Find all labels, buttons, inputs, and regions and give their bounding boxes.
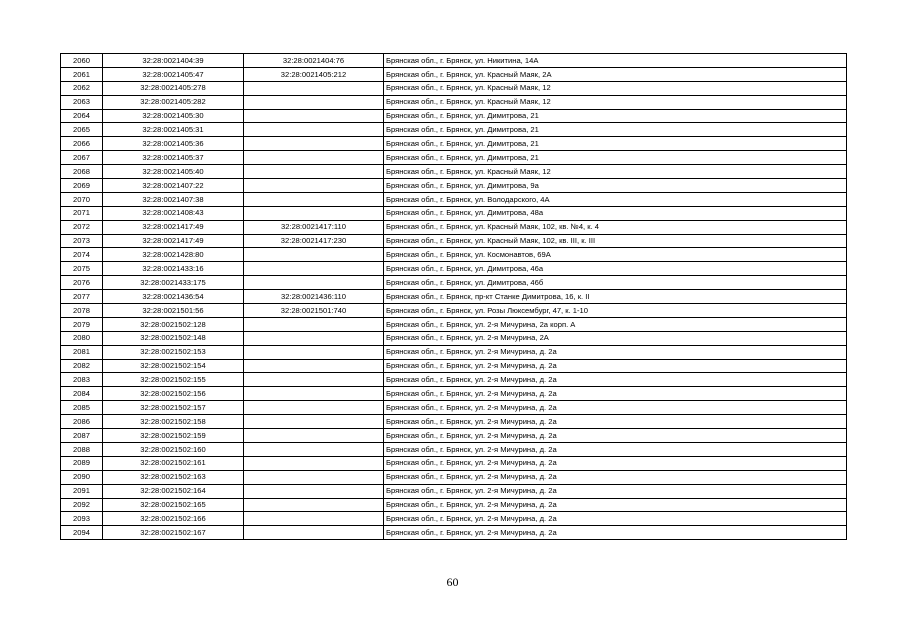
land-cadastral-number-cell: 32:28:0021502:148: [103, 331, 244, 345]
table-row: [61, 317, 847, 331]
building-cadastral-number-cell: 32:28:0021417:230: [244, 234, 384, 248]
row-number-cell: 2086: [61, 415, 103, 429]
land-cadastral-number-cell: 32:28:0021502:157: [103, 401, 244, 415]
table-row: [61, 373, 847, 387]
land-cadastral-number-cell: 32:28:0021407:22: [103, 179, 244, 193]
building-cadastral-number-cell: [244, 95, 384, 109]
address-cell: Брянская обл., г. Брянск, ул. Димитрова, 46б: [384, 276, 847, 290]
row-number-cell: 2067: [61, 151, 103, 165]
address-cell: Брянская обл., г. Брянск, ул. Космонавтов, 69А: [384, 248, 847, 262]
row-number-cell: 2085: [61, 401, 103, 415]
land-cadastral-number-cell: 32:28:0021433:16: [103, 262, 244, 276]
building-cadastral-number-cell: [244, 331, 384, 345]
table-row: [61, 401, 847, 415]
building-cadastral-number-cell: [244, 165, 384, 179]
table-row: [61, 429, 847, 443]
row-number-cell: 2071: [61, 206, 103, 220]
row-number-cell: 2065: [61, 123, 103, 137]
building-cadastral-number-cell: [244, 123, 384, 137]
row-number-cell: 2072: [61, 220, 103, 234]
building-cadastral-number-cell: [244, 470, 384, 484]
table-row: [61, 387, 847, 401]
building-cadastral-number-cell: [244, 179, 384, 193]
land-cadastral-number-cell: 32:28:0021502:164: [103, 484, 244, 498]
land-cadastral-number-cell: 32:28:0021417:49: [103, 220, 244, 234]
table-row: [61, 54, 847, 68]
row-number-cell: 2061: [61, 67, 103, 81]
table-row: [61, 262, 847, 276]
building-cadastral-number-cell: [244, 192, 384, 206]
address-cell: Брянская обл., г. Брянск, ул. Димитрова, 21: [384, 109, 847, 123]
address-cell: Брянская обл., г. Брянск, ул. Димитрова, 9а: [384, 179, 847, 193]
building-cadastral-number-cell: 32:28:0021417:110: [244, 220, 384, 234]
building-cadastral-number-cell: [244, 276, 384, 290]
land-cadastral-number-cell: 32:28:0021501:56: [103, 304, 244, 318]
row-number-cell: 2074: [61, 248, 103, 262]
building-cadastral-number-cell: [244, 109, 384, 123]
building-cadastral-number-cell: [244, 345, 384, 359]
land-cadastral-number-cell: 32:28:0021502:128: [103, 317, 244, 331]
building-cadastral-number-cell: 32:28:0021501:740: [244, 304, 384, 318]
land-cadastral-number-cell: 32:28:0021405:36: [103, 137, 244, 151]
land-cadastral-number-cell: 32:28:0021433:175: [103, 276, 244, 290]
row-number-cell: 2064: [61, 109, 103, 123]
building-cadastral-number-cell: [244, 512, 384, 526]
building-cadastral-number-cell: [244, 442, 384, 456]
building-cadastral-number-cell: [244, 429, 384, 443]
table-row: [61, 165, 847, 179]
land-cadastral-number-cell: 32:28:0021502:153: [103, 345, 244, 359]
table-row: [61, 290, 847, 304]
row-number-cell: 2078: [61, 304, 103, 318]
building-cadastral-number-cell: [244, 373, 384, 387]
table-row: [61, 123, 847, 137]
address-cell: Брянская обл., г. Брянск, ул. Розы Люксембург, 47, к. 1-10: [384, 304, 847, 318]
land-cadastral-number-cell: 32:28:0021502:167: [103, 526, 244, 540]
building-cadastral-number-cell: [244, 387, 384, 401]
building-cadastral-number-cell: [244, 206, 384, 220]
land-cadastral-number-cell: 32:28:0021405:40: [103, 165, 244, 179]
land-cadastral-number-cell: 32:28:0021408:43: [103, 206, 244, 220]
table-row: [61, 498, 847, 512]
table-row: [61, 345, 847, 359]
table-row: [61, 415, 847, 429]
building-cadastral-number-cell: [244, 151, 384, 165]
table-row: [61, 276, 847, 290]
address-cell: Брянская обл., г. Брянск, ул. Красный Маяк, 102, кв. №4, к. 4: [384, 220, 847, 234]
row-number-cell: 2068: [61, 165, 103, 179]
row-number-cell: 2073: [61, 234, 103, 248]
table-row: [61, 526, 847, 540]
table-row: [61, 512, 847, 526]
land-cadastral-number-cell: 32:28:0021502:159: [103, 429, 244, 443]
building-cadastral-number-cell: 32:28:0021405:212: [244, 67, 384, 81]
address-cell: Брянская обл., г. Брянск, ул. 2-я Мичурина, д. 2а: [384, 373, 847, 387]
address-cell: Брянская обл., г. Брянск, ул. 2-я Мичурина, д. 2а: [384, 526, 847, 540]
address-cell: Брянская обл., г. Брянск, ул. 2-я Мичурина, д. 2а: [384, 498, 847, 512]
row-number-cell: 2077: [61, 290, 103, 304]
address-cell: Брянская обл., г. Брянск, ул. Димитрова, 21: [384, 151, 847, 165]
address-cell: Брянская обл., г. Брянск, ул. 2-я Мичурина, д. 2а: [384, 415, 847, 429]
address-cell: Брянская обл., г. Брянск, ул. Димитрова, 21: [384, 137, 847, 151]
table-row: [61, 304, 847, 318]
land-cadastral-number-cell: 32:28:0021405:282: [103, 95, 244, 109]
land-cadastral-number-cell: 32:28:0021502:158: [103, 415, 244, 429]
land-cadastral-number-cell: 32:28:0021502:154: [103, 359, 244, 373]
row-number-cell: 2066: [61, 137, 103, 151]
land-cadastral-number-cell: 32:28:0021428:80: [103, 248, 244, 262]
building-cadastral-number-cell: [244, 262, 384, 276]
row-number-cell: 2075: [61, 262, 103, 276]
table-row: [61, 442, 847, 456]
row-number-cell: 2094: [61, 526, 103, 540]
registry-table-body: [61, 54, 847, 540]
table-row: [61, 137, 847, 151]
row-number-cell: 2079: [61, 317, 103, 331]
row-number-cell: 2091: [61, 484, 103, 498]
table-row: [61, 484, 847, 498]
table-row: [61, 234, 847, 248]
land-cadastral-number-cell: 32:28:0021502:160: [103, 442, 244, 456]
table-row: [61, 359, 847, 373]
land-cadastral-number-cell: 32:28:0021502:163: [103, 470, 244, 484]
table-row: [61, 470, 847, 484]
address-cell: Брянская обл., г. Брянск, ул. Димитрова, 21: [384, 123, 847, 137]
table-row: [61, 67, 847, 81]
address-cell: Брянская обл., г. Брянск, ул. 2-я Мичурина, д. 2а: [384, 470, 847, 484]
table-row: [61, 95, 847, 109]
address-cell: Брянская обл., г. Брянск, ул. Димитрова, 46а: [384, 262, 847, 276]
address-cell: Брянская обл., г. Брянск, ул. 2-я Мичурина, д. 2а: [384, 345, 847, 359]
land-cadastral-number-cell: 32:28:0021502:156: [103, 387, 244, 401]
row-number-cell: 2084: [61, 387, 103, 401]
row-number-cell: 2063: [61, 95, 103, 109]
building-cadastral-number-cell: [244, 456, 384, 470]
table-row: [61, 331, 847, 345]
land-cadastral-number-cell: 32:28:0021502:166: [103, 512, 244, 526]
building-cadastral-number-cell: [244, 498, 384, 512]
row-number-cell: 2092: [61, 498, 103, 512]
land-cadastral-number-cell: 32:28:0021436:54: [103, 290, 244, 304]
address-cell: Брянская обл., г. Брянск, ул. Володарского, 4А: [384, 192, 847, 206]
address-cell: Брянская обл., г. Брянск, ул. Красный Маяк, 2А: [384, 67, 847, 81]
table-row: [61, 109, 847, 123]
table-row: [61, 220, 847, 234]
building-cadastral-number-cell: 32:28:0021404:76: [244, 54, 384, 68]
building-cadastral-number-cell: 32:28:0021436:110: [244, 290, 384, 304]
row-number-cell: 2080: [61, 331, 103, 345]
table-row: [61, 248, 847, 262]
table-row: [61, 192, 847, 206]
address-cell: Брянская обл., г. Брянск, ул. 2-я Мичурина, д. 2а: [384, 387, 847, 401]
address-cell: Брянская обл., г. Брянск, ул. 2-я Мичурина, 2а корп. А: [384, 317, 847, 331]
row-number-cell: 2076: [61, 276, 103, 290]
building-cadastral-number-cell: [244, 401, 384, 415]
row-number-cell: 2082: [61, 359, 103, 373]
page-number: 60: [446, 575, 459, 589]
row-number-cell: 2070: [61, 192, 103, 206]
address-cell: Брянская обл., г. Брянск, ул. 2-я Мичурина, д. 2а: [384, 359, 847, 373]
building-cadastral-number-cell: [244, 526, 384, 540]
land-cadastral-number-cell: 32:28:0021405:31: [103, 123, 244, 137]
land-cadastral-number-cell: 32:28:0021404:39: [103, 54, 244, 68]
building-cadastral-number-cell: [244, 137, 384, 151]
row-number-cell: 2060: [61, 54, 103, 68]
address-cell: Брянская обл., г. Брянск, ул. Красный Маяк, 102, кв. III, к. III: [384, 234, 847, 248]
building-cadastral-number-cell: [244, 484, 384, 498]
address-cell: Брянская обл., г. Брянск, ул. Красный Маяк, 12: [384, 95, 847, 109]
building-cadastral-number-cell: [244, 317, 384, 331]
land-cadastral-number-cell: 32:28:0021405:30: [103, 109, 244, 123]
address-cell: Брянская обл., г. Брянск, ул. 2-я Мичурина, д. 2а: [384, 429, 847, 443]
address-cell: Брянская обл., г. Брянск, ул. 2-я Мичурина, д. 2а: [384, 456, 847, 470]
building-cadastral-number-cell: [244, 81, 384, 95]
land-cadastral-number-cell: 32:28:0021405:47: [103, 67, 244, 81]
table-row: [61, 81, 847, 95]
building-cadastral-number-cell: [244, 248, 384, 262]
row-number-cell: 2088: [61, 442, 103, 456]
address-cell: Брянская обл., г. Брянск, ул. Никитина, 14А: [384, 54, 847, 68]
row-number-cell: 2081: [61, 345, 103, 359]
address-cell: Брянская обл., г. Брянск, ул. Димитрова, 48а: [384, 206, 847, 220]
building-cadastral-number-cell: [244, 359, 384, 373]
land-cadastral-number-cell: 32:28:0021502:155: [103, 373, 244, 387]
row-number-cell: 2089: [61, 456, 103, 470]
address-cell: Брянская обл., г. Брянск, ул. 2-я Мичурина, 2А: [384, 331, 847, 345]
land-cadastral-number-cell: 32:28:0021405:37: [103, 151, 244, 165]
land-cadastral-number-cell: 32:28:0021405:278: [103, 81, 244, 95]
property-registry-table: [60, 53, 847, 540]
address-cell: Брянская обл., г. Брянск, ул. Красный Маяк, 12: [384, 81, 847, 95]
address-cell: Брянская обл., г. Брянск, ул. Красный Маяк, 12: [384, 165, 847, 179]
row-number-cell: 2093: [61, 512, 103, 526]
land-cadastral-number-cell: 32:28:0021407:38: [103, 192, 244, 206]
row-number-cell: 2087: [61, 429, 103, 443]
address-cell: Брянская обл., г. Брянск, ул. 2-я Мичурина, д. 2а: [384, 512, 847, 526]
row-number-cell: 2083: [61, 373, 103, 387]
address-cell: Брянская обл., г. Брянск, пр-кт Станке Димитрова, 16, к. II: [384, 290, 847, 304]
row-number-cell: 2069: [61, 179, 103, 193]
row-number-cell: 2090: [61, 470, 103, 484]
table-row: [61, 456, 847, 470]
land-cadastral-number-cell: 32:28:0021502:165: [103, 498, 244, 512]
table-row: [61, 206, 847, 220]
address-cell: Брянская обл., г. Брянск, ул. 2-я Мичурина, д. 2а: [384, 442, 847, 456]
address-cell: Брянская обл., г. Брянск, ул. 2-я Мичурина, д. 2а: [384, 484, 847, 498]
row-number-cell: 2062: [61, 81, 103, 95]
building-cadastral-number-cell: [244, 415, 384, 429]
address-cell: Брянская обл., г. Брянск, ул. 2-я Мичурина, д. 2а: [384, 401, 847, 415]
land-cadastral-number-cell: 32:28:0021417:49: [103, 234, 244, 248]
land-cadastral-number-cell: 32:28:0021502:161: [103, 456, 244, 470]
table-row: [61, 151, 847, 165]
table-row: [61, 179, 847, 193]
